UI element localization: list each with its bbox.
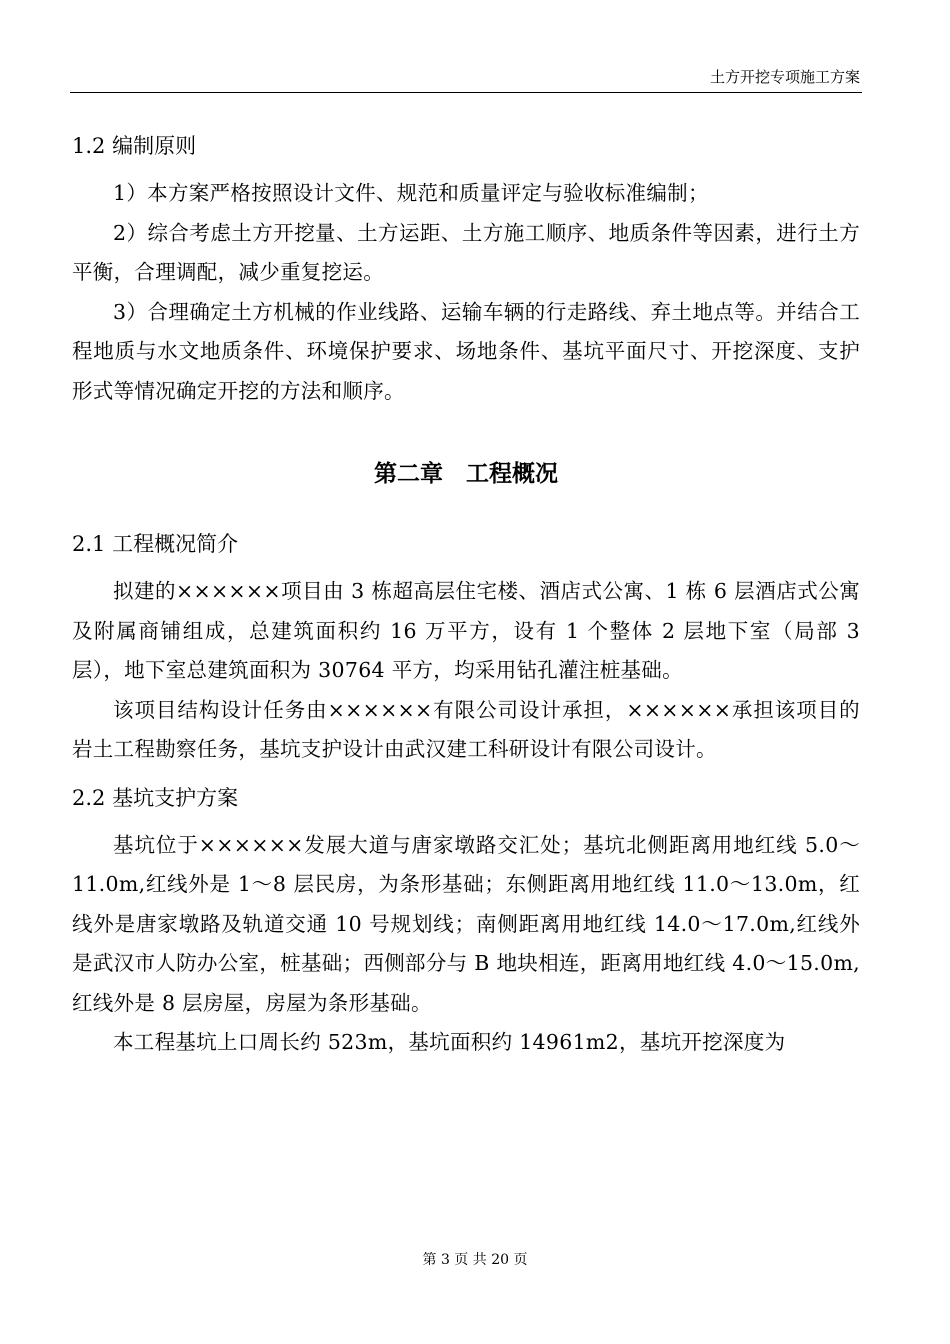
header-title: 土方开挖专项施工方案 [709, 68, 860, 86]
section-1-2-heading: 1.2 编制原则 [72, 134, 197, 158]
overview-paragraph-2: 该项目结构设计任务由××××××有限公司设计承担，××××××承担该项目的岩土工程勘察任务，基坑支护设计由武汉建工科研设计有限公司设计。 [72, 697, 860, 761]
page-content [72, 128, 860, 1063]
chapter-title: 第二章 工程概况 [374, 461, 558, 487]
header-rule [70, 92, 862, 93]
support-paragraph-1: 基坑位于××××××发展大道与唐家墩路交汇处；基坑北侧距离用地红线 5.0～11.0m,红线外是 1～8 层民房，为条形基础；东侧距离用地红线 11.0～13.0m，红线外是唐家墩路及轨道交通 10 号规划线；南侧距离用地红线 14.0～17.0m,红线外是武汉市人防办公室，桩基础；西侧部分与 B 地块相连，距离用地红线 4.0～15.0m,红线外是 8 层房屋，房屋为条形基础。 [72, 832, 860, 1015]
section-2-1-heading: 2.1 工程概况简介 [72, 532, 239, 556]
page-number: 第 3 页 共 20 页 [422, 1252, 528, 1268]
support-paragraph-2: 本工程基坑上口周长约 523m，基坑面积约 14961m2，基坑开挖深度为 [113, 1030, 786, 1054]
overview-paragraph-1: 拟建的××××××项目由 3 栋超高层住宅楼、酒店式公寓、1 栋 6 层酒店式公寓及附属商铺组成，总建筑面积约 16 万平方，设有 1 个整体 2 层地下室（局部 3 层），地下室总建筑面积为 30764 平方，均采用钻孔灌注桩基础。 [72, 579, 860, 682]
principle-3: 3）合理确定土方机械的作业线路、运输车辆的行走路线、弃土地点等。并结合工程地质与水文地质条件、环境保护要求、场地条件、基坑平面尺寸、开挖深度、支护形式等情况确定开挖的方法和顺序。 [72, 299, 860, 403]
principle-2: 2）综合考虑土方开挖量、土方运距、土方施工顺序、地质条件等因素，进行土方平衡，合理调配，减少重复挖运。 [72, 220, 860, 284]
principle-1: 1）本方案严格按照设计文件、规范和质量评定与验收标准编制； [113, 181, 709, 205]
section-2-2-heading: 2.2 基坑支护方案 [72, 785, 239, 810]
